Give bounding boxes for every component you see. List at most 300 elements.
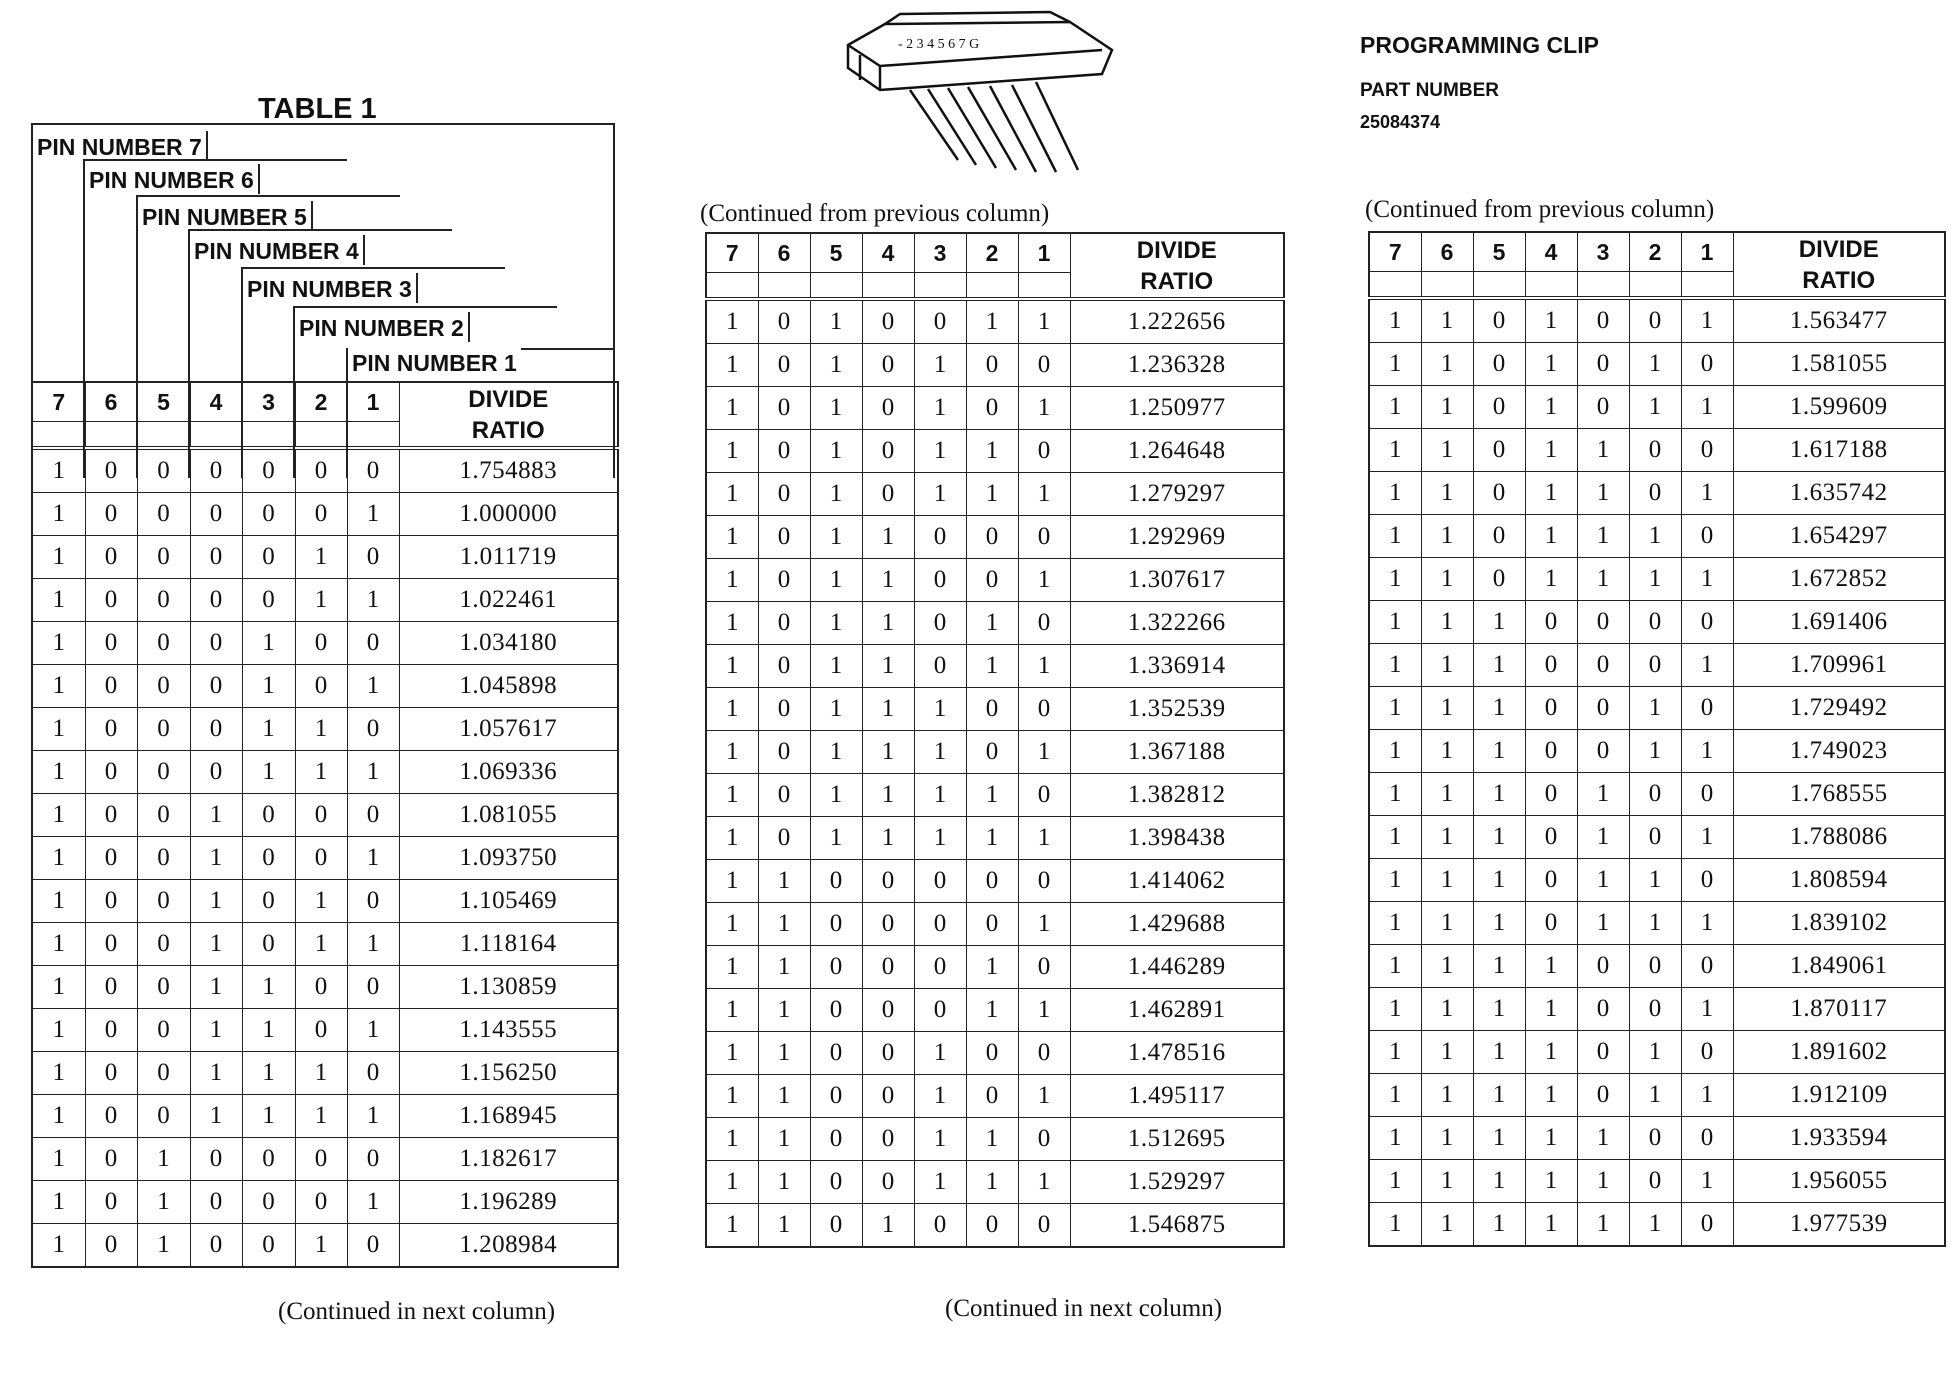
pin-bit-cell: 0 bbox=[85, 751, 137, 794]
divide-ratio-header: DIVIDE RATIO bbox=[1733, 232, 1945, 298]
pin-bit-cell: 1 bbox=[1577, 859, 1629, 902]
pin-bit-cell: 1 bbox=[706, 688, 758, 731]
pin-bit-cell: 0 bbox=[295, 1138, 347, 1181]
pin-bit-cell: 0 bbox=[1018, 946, 1070, 989]
pin-bit-cell: 1 bbox=[1473, 859, 1525, 902]
pin-bit-cell: 0 bbox=[137, 536, 190, 579]
pin-bit-cell: 0 bbox=[758, 559, 810, 602]
pin-bit-cell: 0 bbox=[1629, 988, 1681, 1031]
table-row bbox=[706, 344, 1284, 387]
pin-bit-cell: 0 bbox=[295, 837, 347, 880]
divide-ratio-cell: 1.279297 bbox=[1070, 473, 1284, 516]
divide-ratio-cell: 1.478516 bbox=[1070, 1032, 1284, 1075]
pin-bit-cell: 1 bbox=[758, 989, 810, 1032]
pin-bit-cell: 1 bbox=[1473, 1074, 1525, 1117]
divide-ratio-cell: 1.788086 bbox=[1733, 816, 1945, 859]
pin-bit-cell: 1 bbox=[295, 1095, 347, 1138]
pin-bit-cell: 0 bbox=[242, 923, 295, 966]
pin-bit-cell: 1 bbox=[914, 473, 966, 516]
pin-bit-cell: 1 bbox=[706, 516, 758, 559]
pin-bit-cell: 0 bbox=[242, 794, 295, 837]
pin-bit-cell: 1 bbox=[1369, 644, 1421, 687]
pin-bit-cell: 0 bbox=[966, 903, 1018, 946]
pin-bit-cell: 1 bbox=[1681, 988, 1733, 1031]
pin-bit-cell: 0 bbox=[1525, 601, 1577, 644]
table-row bbox=[1369, 859, 1945, 902]
pin-bit-cell: 1 bbox=[966, 430, 1018, 473]
pin-bit-cell: 0 bbox=[862, 1032, 914, 1075]
pin-bit-cell: 1 bbox=[1369, 1117, 1421, 1160]
pin-bit-cell: 0 bbox=[914, 602, 966, 645]
pin-bit-cell: 0 bbox=[966, 688, 1018, 731]
pin-bit-cell: 0 bbox=[295, 966, 347, 1009]
pin-bit-cell: 0 bbox=[758, 817, 810, 860]
pin-bit-cell: 1 bbox=[32, 794, 85, 837]
divide-ratio-cell: 1.118164 bbox=[399, 923, 618, 966]
pin-bit-cell: 1 bbox=[242, 751, 295, 794]
pin-bit-cell: 0 bbox=[1018, 1032, 1070, 1075]
divide-ratio-cell: 1.933594 bbox=[1733, 1117, 1945, 1160]
divide-ratio-cell: 1.093750 bbox=[399, 837, 618, 880]
pin-bit-cell: 1 bbox=[1577, 515, 1629, 558]
pin-bit-cell: 1 bbox=[1577, 816, 1629, 859]
pin-bit-cell: 1 bbox=[190, 1095, 242, 1138]
pin-bit-cell: 1 bbox=[1525, 298, 1577, 343]
divide-ratio-cell: 1.250977 bbox=[1070, 387, 1284, 430]
pin-bit-cell: 1 bbox=[1473, 730, 1525, 773]
pin-bit-cell: 1 bbox=[1421, 386, 1473, 429]
pin-bit-cell: 0 bbox=[1681, 1031, 1733, 1074]
pin-bit-cell: 0 bbox=[295, 665, 347, 708]
divide-ratio-cell: 1.462891 bbox=[1070, 989, 1284, 1032]
pin-bit-cell: 0 bbox=[758, 688, 810, 731]
divide-ratio-cell: 1.956055 bbox=[1733, 1160, 1945, 1203]
pin-bit-cell: 0 bbox=[295, 1009, 347, 1052]
pin-bit-cell: 0 bbox=[1525, 859, 1577, 902]
pin-bit-cell: 0 bbox=[85, 536, 137, 579]
pin-bit-cell: 1 bbox=[862, 602, 914, 645]
table-row bbox=[706, 645, 1284, 688]
pin-label-7: PIN NUMBER 7 bbox=[33, 131, 208, 161]
pin-bit-cell: 1 bbox=[190, 923, 242, 966]
pin-bit-cell: 0 bbox=[1525, 773, 1577, 816]
pin-bit-cell: 1 bbox=[1018, 1161, 1070, 1204]
divide-ratio-cell: 1.581055 bbox=[1733, 343, 1945, 386]
pin-bit-cell: 0 bbox=[190, 1224, 242, 1268]
pin-bit-cell: 1 bbox=[706, 946, 758, 989]
table-row bbox=[706, 774, 1284, 817]
pin-bit-cell: 0 bbox=[1629, 1117, 1681, 1160]
pin-bit-cell: 1 bbox=[1473, 1031, 1525, 1074]
pin-bit-cell: 1 bbox=[810, 688, 862, 731]
pin-bit-cell: 1 bbox=[966, 602, 1018, 645]
pin-bit-cell: 0 bbox=[137, 493, 190, 536]
table-row bbox=[1369, 945, 1945, 988]
pin-bit-cell: 0 bbox=[1577, 343, 1629, 386]
pin-bit-cell: 0 bbox=[810, 1118, 862, 1161]
pin-bit-cell: 0 bbox=[862, 430, 914, 473]
table-row bbox=[706, 430, 1284, 473]
pin-bit-cell: 1 bbox=[1681, 1074, 1733, 1117]
table-row bbox=[32, 579, 618, 622]
col-header-6: 6 bbox=[758, 233, 810, 273]
table-row bbox=[32, 1052, 618, 1095]
pin-bit-cell: 1 bbox=[1421, 730, 1473, 773]
pin-bit-cell: 0 bbox=[1525, 730, 1577, 773]
pin-bit-cell: 1 bbox=[914, 731, 966, 774]
pin-bit-cell: 1 bbox=[1369, 558, 1421, 601]
pin-bit-cell: 1 bbox=[1369, 1160, 1421, 1203]
pin-bit-cell: 1 bbox=[1018, 1075, 1070, 1118]
pin-bit-cell: 1 bbox=[1629, 1203, 1681, 1247]
pin-bit-cell: 1 bbox=[295, 579, 347, 622]
pin-bit-cell: 1 bbox=[347, 665, 399, 708]
pin-bit-cell: 0 bbox=[914, 903, 966, 946]
pin-label-5: PIN NUMBER 5 bbox=[138, 201, 313, 231]
table-row bbox=[706, 1118, 1284, 1161]
pin-bit-cell: 0 bbox=[242, 536, 295, 579]
pin-bit-cell: 0 bbox=[966, 1204, 1018, 1248]
table-row bbox=[1369, 472, 1945, 515]
pin-bit-cell: 1 bbox=[1473, 945, 1525, 988]
pin-bit-cell: 1 bbox=[32, 751, 85, 794]
pin-bit-cell: 0 bbox=[242, 1224, 295, 1268]
pin-bit-cell: 1 bbox=[32, 579, 85, 622]
pin-bit-cell: 1 bbox=[706, 344, 758, 387]
pin-bit-cell: 0 bbox=[137, 448, 190, 493]
col-header-4: 4 bbox=[190, 382, 242, 422]
part-number-label: PART NUMBER bbox=[1360, 80, 1499, 101]
pin-label-1: PIN NUMBER 1 bbox=[348, 347, 521, 377]
pin-bit-cell: 0 bbox=[347, 1224, 399, 1268]
table-row bbox=[1369, 515, 1945, 558]
pin-bit-cell: 1 bbox=[1525, 558, 1577, 601]
divide-ratio-cell: 1.808594 bbox=[1733, 859, 1945, 902]
divide-ratio-cell: 1.336914 bbox=[1070, 645, 1284, 688]
divide-ratio-cell: 1.105469 bbox=[399, 880, 618, 923]
pin-bit-cell: 1 bbox=[966, 299, 1018, 344]
pin-bit-cell: 1 bbox=[190, 880, 242, 923]
pin-bit-cell: 0 bbox=[758, 430, 810, 473]
pin-bit-cell: 1 bbox=[1473, 1203, 1525, 1247]
pin-bit-cell: 0 bbox=[190, 1181, 242, 1224]
pin-bit-cell: 1 bbox=[862, 688, 914, 731]
divide-ratio-cell: 1.143555 bbox=[399, 1009, 618, 1052]
pin-bit-cell: 1 bbox=[1369, 472, 1421, 515]
pin-bit-cell: 0 bbox=[914, 946, 966, 989]
divide-ratio-cell: 1.398438 bbox=[1070, 817, 1284, 860]
pin-bit-cell: 0 bbox=[1018, 688, 1070, 731]
pin-bit-cell: 0 bbox=[862, 344, 914, 387]
pin-bit-cell: 0 bbox=[1577, 386, 1629, 429]
continued-next-caption-1: (Continued in next column) bbox=[278, 1298, 556, 1325]
pin-bit-cell: 1 bbox=[347, 493, 399, 536]
pin-bit-cell: 1 bbox=[1629, 902, 1681, 945]
pin-bit-cell: 0 bbox=[1473, 429, 1525, 472]
pin-bit-cell: 1 bbox=[706, 602, 758, 645]
pin-bit-cell: 1 bbox=[242, 1052, 295, 1095]
pin-bit-cell: 0 bbox=[1681, 343, 1733, 386]
table-row bbox=[32, 923, 618, 966]
pin-bit-cell: 1 bbox=[706, 989, 758, 1032]
pin-bit-cell: 1 bbox=[347, 923, 399, 966]
pin-bit-cell: 1 bbox=[32, 1138, 85, 1181]
pin-bit-cell: 1 bbox=[32, 665, 85, 708]
pin-bit-cell: 0 bbox=[862, 299, 914, 344]
pin-bit-cell: 1 bbox=[706, 1032, 758, 1075]
pin-bit-cell: 0 bbox=[914, 516, 966, 559]
pin-bit-cell: 0 bbox=[810, 1204, 862, 1248]
table-row bbox=[1369, 730, 1945, 773]
pin-bit-cell: 0 bbox=[85, 622, 137, 665]
col-header-7: 7 bbox=[32, 382, 85, 422]
col-header-2: 2 bbox=[295, 382, 347, 422]
pin-bit-cell: 1 bbox=[1577, 1203, 1629, 1247]
col-header-6: 6 bbox=[1421, 232, 1473, 272]
pin-bit-cell: 1 bbox=[347, 579, 399, 622]
table-row bbox=[706, 473, 1284, 516]
divide-ratio-cell: 1.069336 bbox=[399, 751, 618, 794]
pin-bit-cell: 0 bbox=[758, 473, 810, 516]
pin-bit-cell: 0 bbox=[966, 1032, 1018, 1075]
pin-bit-cell: 1 bbox=[966, 946, 1018, 989]
pin-bit-cell: 1 bbox=[966, 473, 1018, 516]
pin-bit-cell: 1 bbox=[706, 1118, 758, 1161]
table-row bbox=[706, 989, 1284, 1032]
table-row bbox=[1369, 601, 1945, 644]
pin-bit-cell: 0 bbox=[1018, 344, 1070, 387]
pin-bit-cell: 0 bbox=[1629, 298, 1681, 343]
pin-bit-cell: 0 bbox=[810, 903, 862, 946]
pin-bit-cell: 0 bbox=[862, 473, 914, 516]
pin-bit-cell: 1 bbox=[810, 473, 862, 516]
table-row bbox=[706, 860, 1284, 903]
table-title: TABLE 1 bbox=[258, 93, 377, 125]
pin-bit-cell: 1 bbox=[758, 1161, 810, 1204]
pin-bit-cell: 1 bbox=[914, 774, 966, 817]
pin-bit-cell: 1 bbox=[1018, 817, 1070, 860]
table-row bbox=[706, 1075, 1284, 1118]
divide-ratio-cell: 1.081055 bbox=[399, 794, 618, 837]
pin-bit-cell: 1 bbox=[706, 731, 758, 774]
table-row bbox=[1369, 343, 1945, 386]
pin-bit-cell: 0 bbox=[966, 516, 1018, 559]
pin-bit-cell: 1 bbox=[1018, 989, 1070, 1032]
divide-ratio-cell: 1.045898 bbox=[399, 665, 618, 708]
pin-bit-cell: 1 bbox=[1018, 731, 1070, 774]
col-header-1: 1 bbox=[1018, 233, 1070, 273]
pin-bit-cell: 1 bbox=[1421, 429, 1473, 472]
pin-bit-cell: 1 bbox=[810, 430, 862, 473]
divide-ratio-cell: 1.446289 bbox=[1070, 946, 1284, 989]
pin-bit-cell: 1 bbox=[1577, 429, 1629, 472]
pin-bit-cell: 1 bbox=[706, 1075, 758, 1118]
pin-bit-cell: 0 bbox=[862, 860, 914, 903]
divide-ratio-cell: 1.529297 bbox=[1070, 1161, 1284, 1204]
pin-bit-cell: 0 bbox=[810, 1161, 862, 1204]
pin-bit-cell: 1 bbox=[242, 966, 295, 1009]
pin-label-3: PIN NUMBER 3 bbox=[243, 273, 418, 303]
divide-ratio-cell: 1.495117 bbox=[1070, 1075, 1284, 1118]
pin-bit-cell: 1 bbox=[862, 559, 914, 602]
col-header-6: 6 bbox=[85, 382, 137, 422]
pin-bit-cell: 0 bbox=[85, 579, 137, 622]
pin-bit-cell: 1 bbox=[242, 665, 295, 708]
divide-ratio-header: DIVIDE RATIO bbox=[1070, 233, 1284, 299]
pin-bit-cell: 1 bbox=[32, 880, 85, 923]
pin-bit-cell: 1 bbox=[32, 493, 85, 536]
pin-bit-cell: 0 bbox=[137, 880, 190, 923]
col-header-3: 3 bbox=[242, 382, 295, 422]
col-header-5: 5 bbox=[810, 233, 862, 273]
pin-bit-cell: 1 bbox=[242, 622, 295, 665]
pin-bit-cell: 0 bbox=[85, 794, 137, 837]
divide-ratio-cell: 1.414062 bbox=[1070, 860, 1284, 903]
pin-bit-cell: 1 bbox=[1473, 902, 1525, 945]
pin-bit-cell: 1 bbox=[347, 751, 399, 794]
pin-bit-cell: 0 bbox=[137, 1052, 190, 1095]
table-row bbox=[1369, 1031, 1945, 1074]
divide-ratio-cell: 1.849061 bbox=[1733, 945, 1945, 988]
pin-bit-cell: 0 bbox=[190, 493, 242, 536]
pin-bit-cell: 0 bbox=[1681, 1203, 1733, 1247]
pin-bit-cell: 0 bbox=[190, 622, 242, 665]
divide-ratio-cell: 1.599609 bbox=[1733, 386, 1945, 429]
pin-bit-cell: 0 bbox=[758, 299, 810, 344]
pin-bit-cell: 1 bbox=[1369, 298, 1421, 343]
pin-bit-cell: 1 bbox=[706, 817, 758, 860]
pin-bit-cell: 0 bbox=[1018, 516, 1070, 559]
pin-bit-cell: 1 bbox=[1525, 1203, 1577, 1247]
pin-bit-cell: 1 bbox=[32, 837, 85, 880]
pin-bit-cell: 0 bbox=[966, 860, 1018, 903]
pin-bit-cell: 1 bbox=[32, 1181, 85, 1224]
pin-bit-cell: 1 bbox=[1525, 472, 1577, 515]
pin-bit-cell: 0 bbox=[810, 1075, 862, 1118]
pin-bit-cell: 1 bbox=[1018, 299, 1070, 344]
table-row bbox=[32, 837, 618, 880]
pin-bit-cell: 1 bbox=[137, 1138, 190, 1181]
pin-bit-cell: 0 bbox=[810, 1032, 862, 1075]
pin-bit-cell: 1 bbox=[1421, 1031, 1473, 1074]
pin-bit-cell: 1 bbox=[914, 344, 966, 387]
pin-bit-cell: 0 bbox=[1681, 687, 1733, 730]
divide-ratio-cell: 1.977539 bbox=[1733, 1203, 1945, 1247]
divide-ratio-cell: 1.729492 bbox=[1733, 687, 1945, 730]
col-header-7: 7 bbox=[1369, 232, 1421, 272]
pin-bit-cell: 1 bbox=[1473, 601, 1525, 644]
divide-ratio-header: DIVIDE RATIO bbox=[399, 382, 618, 448]
pin-bit-cell: 0 bbox=[190, 579, 242, 622]
pin-bit-cell: 0 bbox=[190, 708, 242, 751]
pin-bit-cell: 0 bbox=[862, 1118, 914, 1161]
pin-bit-cell: 1 bbox=[1369, 1074, 1421, 1117]
pin-bit-cell: 0 bbox=[137, 794, 190, 837]
pin-bit-cell: 1 bbox=[1421, 644, 1473, 687]
pin-bit-cell: 0 bbox=[1577, 687, 1629, 730]
pin-bit-cell: 1 bbox=[1629, 386, 1681, 429]
pin-bit-cell: 1 bbox=[862, 817, 914, 860]
pin-bit-cell: 0 bbox=[862, 946, 914, 989]
pin-bit-cell: 1 bbox=[966, 1161, 1018, 1204]
divide-ratio-cell: 1.749023 bbox=[1733, 730, 1945, 773]
pin-bit-cell: 1 bbox=[1525, 1160, 1577, 1203]
programming-clip-illustration bbox=[840, 10, 1120, 180]
pin-bit-cell: 1 bbox=[32, 1224, 85, 1268]
divide-ratio-cell: 1.768555 bbox=[1733, 773, 1945, 816]
pin-bit-cell: 1 bbox=[1577, 558, 1629, 601]
pin-bit-cell: 1 bbox=[1421, 515, 1473, 558]
table-row bbox=[1369, 902, 1945, 945]
pin-bit-cell: 1 bbox=[966, 817, 1018, 860]
pin-bit-cell: 1 bbox=[758, 860, 810, 903]
pin-bit-cell: 1 bbox=[1369, 730, 1421, 773]
pin-bit-cell: 0 bbox=[758, 387, 810, 430]
pin-bit-cell: 1 bbox=[295, 1052, 347, 1095]
pin-label-4: PIN NUMBER 4 bbox=[190, 235, 365, 265]
pin-bit-cell: 1 bbox=[32, 923, 85, 966]
pin-bit-cell: 1 bbox=[1681, 472, 1733, 515]
pin-bit-cell: 1 bbox=[1421, 298, 1473, 343]
divide-ratio-cell: 1.011719 bbox=[399, 536, 618, 579]
pin-bit-cell: 1 bbox=[1018, 473, 1070, 516]
pin-bit-cell: 1 bbox=[137, 1224, 190, 1268]
col-header-1: 1 bbox=[1681, 232, 1733, 272]
pin-bit-cell: 1 bbox=[810, 516, 862, 559]
pin-bit-cell: 1 bbox=[1681, 644, 1733, 687]
table-row bbox=[706, 559, 1284, 602]
pin-bit-cell: 0 bbox=[1681, 773, 1733, 816]
pin-bit-cell: 0 bbox=[1525, 687, 1577, 730]
pin-bit-cell: 1 bbox=[1629, 515, 1681, 558]
pin-bit-cell: 1 bbox=[1369, 429, 1421, 472]
table-row bbox=[706, 817, 1284, 860]
table-row bbox=[32, 1009, 618, 1052]
pin-bit-cell: 1 bbox=[190, 1052, 242, 1095]
pin-bit-cell: 0 bbox=[1473, 472, 1525, 515]
pin-bit-cell: 1 bbox=[1681, 816, 1733, 859]
pin-bit-cell: 0 bbox=[1629, 601, 1681, 644]
pin-bit-cell: 0 bbox=[1018, 1118, 1070, 1161]
col-header-3: 3 bbox=[914, 233, 966, 273]
pin-bit-cell: 1 bbox=[1369, 601, 1421, 644]
divide-ratio-cell: 1.022461 bbox=[399, 579, 618, 622]
pin-bit-cell: 1 bbox=[295, 536, 347, 579]
pin-bit-cell: 1 bbox=[810, 387, 862, 430]
pin-bit-cell: 0 bbox=[85, 1138, 137, 1181]
table-row bbox=[1369, 1117, 1945, 1160]
divide-ratio-cell: 1.754883 bbox=[399, 448, 618, 493]
pin-bit-cell: 0 bbox=[758, 645, 810, 688]
pin-bit-cell: 1 bbox=[1629, 558, 1681, 601]
pin-bit-cell: 1 bbox=[1681, 298, 1733, 343]
pin-bit-cell: 1 bbox=[190, 966, 242, 1009]
divide-ratio-cell: 1.617188 bbox=[1733, 429, 1945, 472]
pin-bit-cell: 1 bbox=[1421, 343, 1473, 386]
pin-bit-cell: 0 bbox=[190, 751, 242, 794]
pin-bit-cell: 0 bbox=[1473, 558, 1525, 601]
pin-bit-cell: 1 bbox=[1525, 945, 1577, 988]
pin-bit-cell: 1 bbox=[810, 344, 862, 387]
divide-ratio-cell: 1.546875 bbox=[1070, 1204, 1284, 1248]
pin-label-2: PIN NUMBER 2 bbox=[295, 312, 470, 342]
pin-bit-cell: 0 bbox=[1681, 1117, 1733, 1160]
pin-bit-cell: 1 bbox=[862, 645, 914, 688]
pin-bit-cell: 1 bbox=[966, 645, 1018, 688]
pin-bit-cell: 0 bbox=[347, 880, 399, 923]
pin-bit-cell: 0 bbox=[85, 665, 137, 708]
table-row bbox=[32, 536, 618, 579]
